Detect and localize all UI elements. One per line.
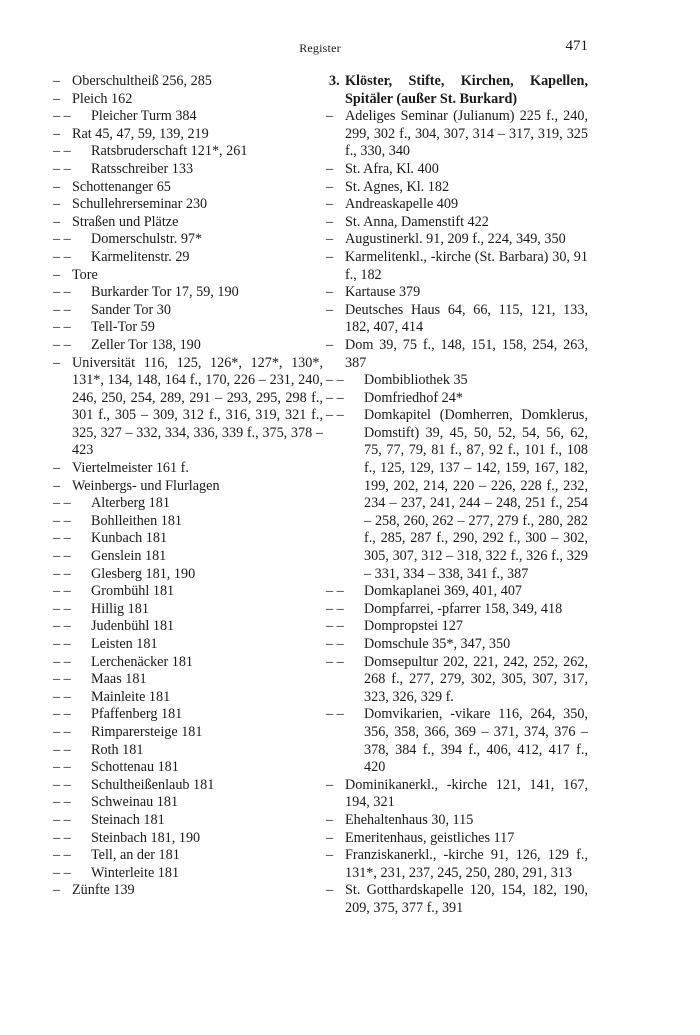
entry-text: Andreaskapelle 409 bbox=[345, 196, 459, 213]
index-entry bbox=[53, 777, 323, 795]
entry-dash: – – bbox=[53, 495, 71, 512]
entry-dash: – – bbox=[53, 143, 71, 160]
entry-dash: – bbox=[53, 460, 61, 477]
entry-dash: – – bbox=[53, 301, 71, 318]
entry-dash: – bbox=[326, 336, 334, 353]
page-header bbox=[0, 38, 700, 58]
entry-dash: – – bbox=[53, 688, 71, 705]
entry-dash: – bbox=[53, 125, 61, 142]
index-entry bbox=[53, 689, 323, 707]
entry-text: Franziskanerkl., -kirche 91, 126, 129 f., 131*, 231, 237, 245, 250, 280, 291, 313 bbox=[345, 847, 588, 881]
entry-text: St. Gotthardskapelle 120, 154, 182, 190, 209, 375, 377 f., 391 bbox=[345, 882, 588, 916]
index-entry bbox=[53, 355, 323, 461]
entry-dash: – – bbox=[53, 653, 71, 670]
index-entry bbox=[326, 601, 588, 619]
entry-text: Judenbühl 181 bbox=[91, 618, 175, 635]
index-entry bbox=[53, 73, 323, 91]
entry-dash: – – bbox=[326, 706, 344, 723]
entry-text: Adeliges Seminar (Julianum) 225 f., 240, 299, 302 f., 304, 307, 314 – 317, 319, 325 f., 330, 340 bbox=[345, 108, 588, 160]
entry-dash: – bbox=[326, 811, 334, 828]
section-heading bbox=[326, 73, 588, 108]
entry-dash: – – bbox=[53, 794, 71, 811]
entry-text: Ratsbruderschaft 121*, 261 bbox=[91, 143, 248, 160]
entry-text: Domerschulstr. 97* bbox=[91, 231, 203, 248]
entry-dash: – – bbox=[53, 636, 71, 652]
index-entry bbox=[326, 302, 588, 337]
index-entry bbox=[53, 671, 323, 689]
entry-dash: – bbox=[326, 776, 334, 793]
index-entry bbox=[326, 196, 588, 214]
entry-dash: – – bbox=[326, 636, 344, 652]
entry-text: Schullehrerseminar 230 bbox=[72, 196, 208, 213]
entry-dash: – bbox=[326, 301, 334, 318]
index-entry bbox=[53, 231, 323, 249]
entry-text: Oberschultheiß 256, 285 bbox=[72, 73, 212, 89]
entry-dash: – bbox=[53, 354, 61, 371]
entry-dash: – bbox=[53, 213, 61, 230]
entry-text: Karmelitenstr. 29 bbox=[91, 248, 190, 265]
index-entry bbox=[326, 337, 588, 372]
entry-dash: – bbox=[326, 882, 334, 899]
index-entry bbox=[326, 407, 588, 583]
section-title: Klöster, Stifte, Kirchen, Kapellen, Spitäler (außer St. Burkard) bbox=[345, 73, 588, 107]
index-entry bbox=[53, 337, 323, 355]
entry-dash: – bbox=[326, 284, 334, 301]
index-entry bbox=[326, 214, 588, 232]
section-number: 3. bbox=[329, 73, 340, 89]
index-entry bbox=[326, 847, 588, 882]
entry-dash: – – bbox=[53, 248, 71, 265]
entry-text: Rimparersteige 181 bbox=[91, 723, 203, 740]
entry-dash: – – bbox=[53, 829, 71, 846]
entry-text: Kunbach 181 bbox=[91, 530, 168, 547]
entry-text: Schottenanger 65 bbox=[72, 178, 171, 195]
entry-dash: – – bbox=[53, 336, 71, 353]
entry-dash: – – bbox=[326, 389, 344, 406]
entry-dash: – bbox=[53, 178, 61, 195]
entry-dash: – bbox=[326, 108, 334, 125]
index-entry bbox=[326, 812, 588, 830]
entry-text: Maas 181 bbox=[91, 671, 147, 688]
entry-text: Dompropstei 127 bbox=[364, 618, 463, 635]
entry-dash: – – bbox=[53, 741, 71, 758]
index-entry bbox=[53, 742, 323, 760]
index-entry bbox=[326, 372, 588, 390]
entry-dash: – bbox=[326, 178, 334, 195]
entry-text: St. Afra, Kl. 400 bbox=[345, 160, 439, 177]
entry-text: Pfaffenberg 181 bbox=[91, 706, 183, 723]
entry-dash: – – bbox=[53, 723, 71, 740]
entry-dash: – – bbox=[53, 759, 71, 776]
entry-text: Steinach 181 bbox=[91, 811, 165, 828]
entry-dash: – – bbox=[53, 671, 71, 688]
index-entry bbox=[53, 161, 323, 179]
entry-dash: – – bbox=[53, 319, 71, 336]
entry-text: Sander Tor 30 bbox=[91, 301, 171, 318]
entry-text: Schweinau 181 bbox=[91, 794, 179, 811]
entry-text: Universität 116, 125, 126*, 127*, 130*, 131*, 134, 148, 164 f., 170, 226 – 231, 240, 246, 250, 254, 289, 291 – 293, 295, 298 f., 301 f., 305 – 309, 312 f., 316, 319, 321 f., 325, 327 – 332, 334, 336, 339 f., 375, 378 – 423 bbox=[72, 354, 323, 459]
index-entry bbox=[53, 812, 323, 830]
entry-text: Schultheißenlaub 181 bbox=[91, 776, 215, 793]
entry-dash: – – bbox=[326, 372, 344, 389]
entry-text: Domkapitel (Domherren, Domklerus, Domstift) 39, 45, 50, 52, 54, 56, 62, 75, 77, 79, 81 f., 87, 92 f., 101 f., 108 f., 125, 129, 137 – 142, 159, 167, 182, 199, 202, 214, 220 – 226, 228 f., 232, 234 – 237, 241, 244 – 248, 251 f., 254 – 258, 260, 262 – 277, 279 f., 280, 282 f., 285, 287 f., 290, 292 f., 300 – 302, 305, 307, 312 – 318, 322 f., 326 f., 329 – 331, 334 – 338, 341 f., 387 bbox=[364, 407, 588, 582]
entry-dash: – – bbox=[53, 512, 71, 529]
index-entry bbox=[53, 108, 323, 126]
entry-text: Karmelitenkl., -kirche (St. Barbara) 30, 91 f., 182 bbox=[345, 248, 588, 283]
entry-dash: – – bbox=[53, 160, 71, 177]
index-entry bbox=[53, 794, 323, 812]
entry-text: Schottenau 181 bbox=[91, 759, 179, 776]
index-entry bbox=[326, 882, 588, 917]
entry-text: Dom 39, 75 f., 148, 151, 158, 254, 263, 387 bbox=[345, 336, 588, 371]
index-column-right bbox=[326, 73, 588, 918]
entry-text: Domfriedhof 24* bbox=[364, 389, 463, 406]
entry-text: Dompfarrei, -pfarrer 158, 349, 418 bbox=[364, 600, 563, 617]
index-entry bbox=[53, 548, 323, 566]
index-entry bbox=[326, 249, 588, 284]
entry-dash: – bbox=[326, 847, 334, 864]
entry-text: Ratsschreiber 133 bbox=[91, 160, 194, 177]
entry-text: Glesberg 181, 190 bbox=[91, 565, 196, 582]
entry-dash: – – bbox=[326, 600, 344, 617]
index-entry bbox=[53, 882, 323, 900]
entry-text: Genslein 181 bbox=[91, 548, 167, 565]
entry-dash: – bbox=[53, 90, 61, 107]
index-entry bbox=[53, 495, 323, 513]
index-entry bbox=[326, 161, 588, 179]
index-entry bbox=[53, 583, 323, 601]
index-column-left bbox=[53, 73, 323, 900]
entry-dash: – – bbox=[326, 407, 344, 424]
index-entry bbox=[53, 196, 323, 214]
index-entry bbox=[53, 126, 323, 144]
index-entry bbox=[53, 706, 323, 724]
entry-dash: – bbox=[53, 882, 61, 899]
index-entry bbox=[326, 284, 588, 302]
entry-text: Mainleite 181 bbox=[91, 688, 171, 705]
entry-text: Domkaplanei 369, 401, 407 bbox=[364, 583, 523, 600]
entry-dash: – – bbox=[53, 600, 71, 617]
entry-dash: – – bbox=[53, 811, 71, 828]
index-entry bbox=[53, 759, 323, 777]
entry-text: Domschule 35*, 347, 350 bbox=[364, 636, 511, 652]
entry-text: Lerchenäcker 181 bbox=[91, 653, 194, 670]
entry-dash: – bbox=[326, 196, 334, 213]
page-number: 471 bbox=[565, 38, 588, 54]
entry-text: Weinbergs- und Flurlagen bbox=[72, 477, 220, 494]
entry-dash: – bbox=[53, 196, 61, 213]
entry-text: Rat 45, 47, 59, 139, 219 bbox=[72, 125, 209, 142]
entry-dash: – – bbox=[53, 108, 71, 125]
index-entry bbox=[53, 847, 323, 865]
entry-dash: – – bbox=[53, 565, 71, 582]
index-entry bbox=[53, 249, 323, 267]
index-entry bbox=[326, 618, 588, 636]
index-entry bbox=[53, 179, 323, 197]
index-entry bbox=[53, 865, 323, 883]
index-entry bbox=[53, 214, 323, 232]
entry-text: Domsepultur 202, 221, 242, 252, 262, 268 f., 277, 279, 302, 305, 307, 317, 323, 326, 329 f. bbox=[364, 653, 588, 705]
index-entry bbox=[53, 91, 323, 109]
index-entry bbox=[53, 830, 323, 848]
entry-text: Viertelmeister 161 f. bbox=[72, 460, 189, 477]
entry-text: Steinbach 181, 190 bbox=[91, 829, 201, 846]
entry-text: Bohlleithen 181 bbox=[91, 512, 183, 529]
running-head: Register bbox=[299, 41, 341, 55]
index-entry bbox=[326, 390, 588, 408]
entry-text: Winterleite 181 bbox=[91, 864, 180, 881]
entry-dash: – bbox=[326, 231, 334, 248]
index-entry bbox=[53, 302, 323, 320]
entry-text: Straßen und Plätze bbox=[72, 213, 179, 230]
entry-text: Emeritenhaus, geistliches 117 bbox=[345, 829, 515, 846]
index-entry bbox=[53, 724, 323, 742]
entry-dash: – – bbox=[53, 847, 71, 864]
entry-dash: – bbox=[53, 477, 61, 494]
index-entry bbox=[326, 706, 588, 776]
entry-text: Augustinerkl. 91, 209 f., 224, 349, 350 bbox=[345, 231, 566, 248]
index-entry bbox=[53, 566, 323, 584]
index-entry bbox=[53, 284, 323, 302]
index-entry bbox=[326, 654, 588, 707]
index-entry bbox=[53, 654, 323, 672]
entry-text: Dombibliothek 35 bbox=[364, 372, 468, 389]
entry-dash: – bbox=[326, 160, 334, 177]
index-entry bbox=[326, 108, 588, 161]
index-entry bbox=[326, 179, 588, 197]
entry-text: Alterberg 181 bbox=[91, 495, 170, 512]
index-entry bbox=[53, 143, 323, 161]
entry-dash: – – bbox=[326, 618, 344, 635]
entry-dash: – – bbox=[53, 530, 71, 547]
entry-text: Tell-Tor 59 bbox=[91, 319, 155, 336]
entry-text: Deutsches Haus 64, 66, 115, 121, 133, 182, 407, 414 bbox=[345, 301, 588, 336]
entry-text: Zünfte 139 bbox=[72, 882, 135, 899]
entry-dash: – bbox=[326, 829, 334, 846]
index-entry bbox=[53, 601, 323, 619]
entry-text: St. Anna, Damenstift 422 bbox=[345, 213, 489, 230]
entry-text: Roth 181 bbox=[91, 741, 144, 758]
index-entry bbox=[326, 583, 588, 601]
entry-text: Tell, an der 181 bbox=[91, 847, 180, 864]
entry-dash: – – bbox=[53, 231, 71, 248]
entry-text: Dominikanerkl., -kirche 121, 141, 167, 194, 321 bbox=[345, 776, 588, 811]
entry-dash: – – bbox=[53, 548, 71, 565]
index-entry bbox=[53, 618, 323, 636]
entry-text: Leisten 181 bbox=[91, 636, 158, 652]
entry-dash: – – bbox=[53, 583, 71, 600]
right-entries bbox=[326, 108, 588, 917]
index-entry bbox=[326, 777, 588, 812]
index-entry bbox=[53, 636, 323, 654]
entry-text: Kartause 379 bbox=[345, 284, 421, 301]
entry-dash: – – bbox=[326, 653, 344, 670]
entry-dash: – – bbox=[53, 864, 71, 881]
entry-text: Zeller Tor 138, 190 bbox=[91, 336, 201, 353]
index-entry bbox=[53, 319, 323, 337]
entry-text: Pleich 162 bbox=[72, 90, 133, 107]
index-entry bbox=[326, 830, 588, 848]
entry-text: Burkarder Tor 17, 59, 190 bbox=[91, 284, 239, 301]
entry-dash: – bbox=[326, 213, 334, 230]
entry-dash: – – bbox=[53, 284, 71, 301]
entry-dash: – bbox=[53, 266, 61, 283]
entry-text: St. Agnes, Kl. 182 bbox=[345, 178, 450, 195]
entry-text: Hillig 181 bbox=[91, 600, 149, 617]
entry-text: Domvikarien, -vikare 116, 264, 350, 356, 358, 366, 369 – 371, 374, 376 – 378, 384 f., 394 f., 406, 412, 417 f., 420 bbox=[364, 706, 588, 776]
index-entry bbox=[53, 267, 323, 285]
entry-dash: – – bbox=[53, 706, 71, 723]
index-entry bbox=[53, 530, 323, 548]
entry-dash: – bbox=[53, 73, 61, 89]
index-entry bbox=[53, 478, 323, 496]
entry-dash: – bbox=[326, 248, 334, 265]
entry-text: Tore bbox=[72, 266, 98, 283]
entry-dash: – – bbox=[326, 583, 344, 600]
entry-text: Ehehaltenhaus 30, 115 bbox=[345, 811, 474, 828]
entry-text: Pleicher Turm 384 bbox=[91, 108, 197, 125]
entry-dash: – – bbox=[53, 618, 71, 635]
index-entry bbox=[326, 636, 588, 654]
entry-text: Grombühl 181 bbox=[91, 583, 175, 600]
index-entry bbox=[53, 513, 323, 531]
index-entry bbox=[53, 460, 323, 478]
entry-dash: – – bbox=[53, 776, 71, 793]
index-entry bbox=[326, 231, 588, 249]
